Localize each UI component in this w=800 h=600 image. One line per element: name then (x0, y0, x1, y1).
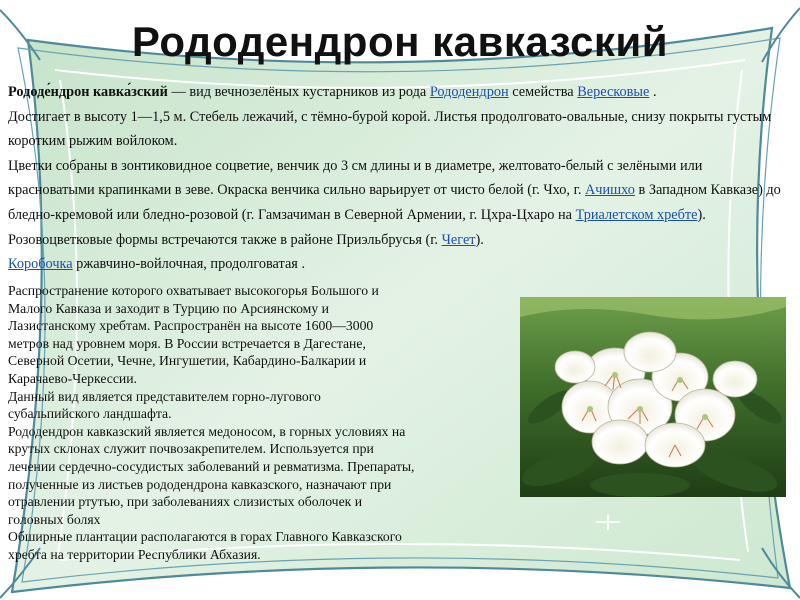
family-link[interactable]: Вересковые (577, 84, 650, 100)
flower-photo-icon (520, 297, 786, 497)
upper-text (8, 80, 792, 277)
lower-line: полученные из листьев рододендрона кавказского, назначают при (8, 476, 392, 492)
lower-line: Распространение которого охватывает высокогорья Большого и (8, 283, 379, 298)
cheget-link[interactable]: Чегет (441, 231, 476, 248)
lower-line: Северной Осетии, Чечне, Ингушетии, Кабардино-Балкарии и (8, 353, 367, 369)
trialeti-link[interactable]: Триалетском хребте (575, 206, 698, 223)
lower-line: Лазистанскому хребтам. Распространён на высоте 1600—3000 (8, 318, 374, 334)
lower-line: Рододендрон кавказский является медоносом, в горных условиях на (8, 423, 406, 439)
lower-line: отравлении ртутью, при заболеваниях слизистых оболочек и (8, 494, 363, 510)
genus-link[interactable]: Рододендрон (429, 84, 509, 100)
slide-title: Рододендрон кавказский (131, 18, 669, 65)
capsule-link[interactable]: Коробочка (8, 256, 73, 273)
lower-line: Обширные плантации располагаются в горах Главного Кавказского (8, 529, 402, 545)
lower-text (8, 282, 500, 564)
lower-line: Данный вид является представителем горно-лугового (8, 388, 321, 404)
species-term: Рододе́ндрон кавка́зский (8, 84, 168, 100)
lower-line: субальпийского ландшафта. (8, 406, 172, 422)
lower-line: лечении сердечно-сосудистых заболеваний и ревматизма. Препараты, (8, 458, 415, 474)
lower-line: крутых склонах служит почвозакрепителем. Используется при (8, 441, 374, 457)
lower-line: метров над уровнем моря. В России встречается в Дагестане, (8, 335, 366, 351)
capsule-paragraph: Коробочка ржавчино-войлочная, продолговатая . (8, 256, 306, 273)
rhododendron-photo (520, 297, 786, 497)
intro-paragraph: Рододе́ндрон кавка́зский — вид вечнозелёных кустарников из рода Рододендрон семейства Вересковые . (8, 84, 657, 100)
lower-line: головных болях (8, 511, 101, 527)
lower-line: Карачаево-Черкессии. (8, 370, 137, 386)
lower-line: Малого Кавказа и заходит в Турцию по Арсиянскому и (8, 300, 329, 316)
flowers-paragraph: Цветки собраны в зонтиковидное соцветие, венчик до 3 см длины и в диаметре, желтовато-белый с зелёными или красноватыми крапинками в зеве. Окраска венчика сильно варьирует от чисто белой (г. Чхо, г. Ачишхо в Западном Кавказе) до бледно-кремовой или бледно-розовой (г. Гамзачиман в Северной Армении, г. Цхра-Цхаро на Триалетском хребте). Розовоцветковые формы встречаются также в районе Приэльбрусья (г. Чегет). (8, 157, 781, 248)
height-paragraph: Достигает в высоту 1—1,5 м. Стебель лежачий, с тёмно-бурой корой. Листья продолговато-овальные, снизу покрыты густым коротким рыжим войлоком. (8, 108, 772, 150)
achishko-link[interactable]: Ачишхо (584, 182, 635, 199)
lower-line: хребта на территории Республики Абхазия. (8, 546, 261, 562)
